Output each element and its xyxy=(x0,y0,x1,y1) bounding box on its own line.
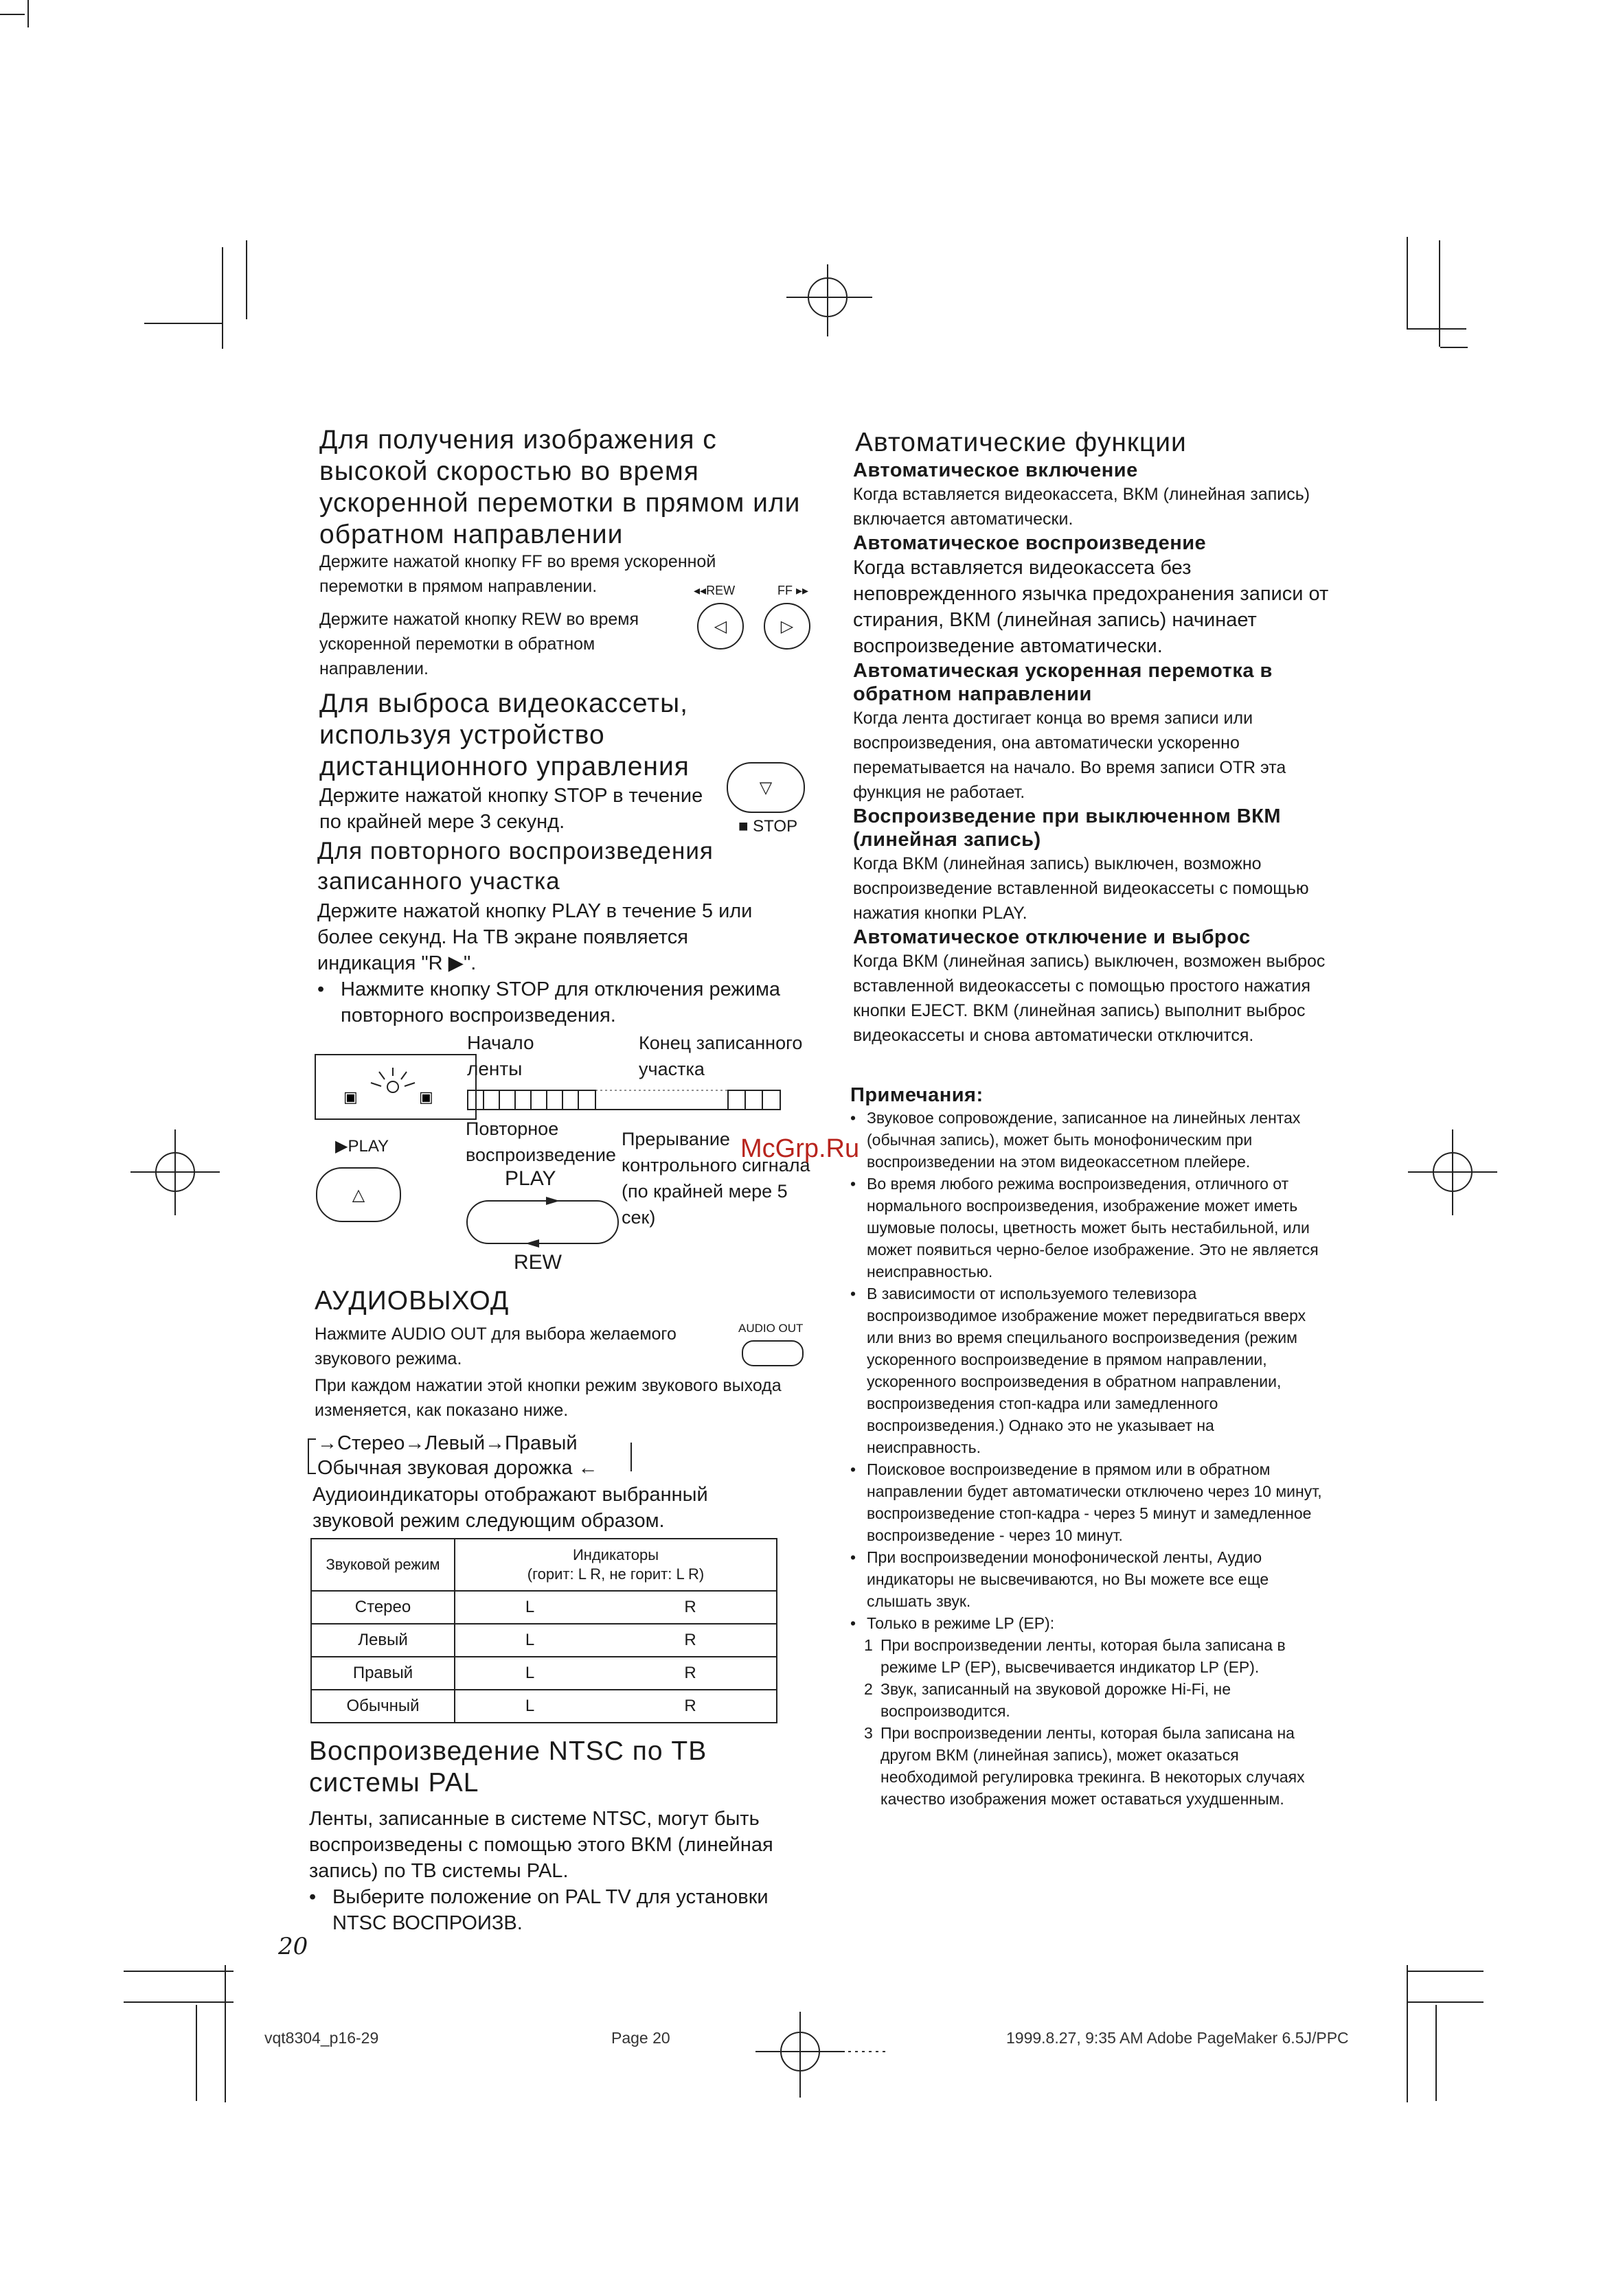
audio-title: АУДИОВЫХОД xyxy=(315,1286,510,1316)
lp-note-number: 3 xyxy=(864,1724,873,1742)
indicator-r-cell: R xyxy=(604,1690,777,1723)
repeat-bullet: • Нажмите кнопку STOP для отключения режима повторного воспроизведения. xyxy=(317,976,791,1029)
indicator-l-cell: L xyxy=(455,1624,604,1657)
indicator-l-cell: L xyxy=(455,1591,604,1624)
repeat-text-block xyxy=(317,898,791,1029)
auto-play-title: Автоматическое воспроизведение xyxy=(853,532,1207,554)
audio-paragraph-1: Нажмите AUDIO OUT для выбора желаемого звукового режима. xyxy=(315,1324,677,1368)
fast-scan-rew-paragraph: Держите нажатой кнопку REW во время ускоренной перемотки в обратном направлении. xyxy=(319,610,639,678)
lp-note-item xyxy=(864,1722,1324,1810)
indicator-l-cell: L xyxy=(455,1690,604,1723)
crop-mark xyxy=(1408,1971,1484,1972)
crop-mark xyxy=(1435,2005,1437,2101)
auto-off-eject-text: Когда ВКМ (линейная запись) выключен, возможен выброс вставленной видеокассеты с помощью простого нажатия кнопки EJECT. ВКМ (линейная запись) выполнит выброс видеокассеты и снова автоматически отключится. xyxy=(853,952,1326,1045)
crop-mark xyxy=(124,2001,234,2003)
rew-diagram-label: REW xyxy=(514,1251,562,1274)
note-item: • В зависимости от используемого телевизора воспроизводимое изображение может передвигаться вверх или вниз во время специльаного воспроизведения (режим ускоренного воспроизведение в прямом направлении, ускоренного воспроизведения в обратном направлении, воспроизведения стоп-кадра или замедленного воспроизведения.) Однако это не указывает на неисправность. xyxy=(850,1283,1324,1458)
tape-start-label: Начало ленты xyxy=(467,1032,534,1079)
table-row xyxy=(311,1657,777,1690)
crop-mark xyxy=(124,1971,234,1972)
play-button[interactable] xyxy=(316,1167,401,1222)
fast-scan-rew-block xyxy=(319,607,704,681)
lp-note-text: Звук, записанный на звуковой дорожке Hi-Fi, не воспроизводится. xyxy=(880,1680,1231,1720)
indicator-r-cell: R xyxy=(604,1591,777,1624)
indicator-l-cell: L xyxy=(455,1657,604,1690)
control-signal-break-label: Прерывание контрольного сигнала (по крайней мере 5 сек) xyxy=(622,1129,810,1228)
crop-mark xyxy=(225,1965,226,2102)
auto-power-title: Автоматическое включение xyxy=(853,459,1138,481)
tape-icon xyxy=(316,1055,473,1116)
indicator-r-cell: R xyxy=(604,1624,777,1657)
svg-text:▣: ▣ xyxy=(419,1089,433,1106)
rew-button[interactable] xyxy=(697,603,744,650)
lp-note-text: При воспроизведении ленты, которая была записана на другом ВКМ (линейная запись), может оказаться необходимой регулировка трекинга. В некоторых случаях качество изображения может оставаться ухудшенным. xyxy=(880,1724,1305,1808)
crop-mark xyxy=(144,323,223,324)
footer-page: Page 20 xyxy=(611,2029,670,2047)
tape-strip xyxy=(467,1086,783,1114)
note-item: • Звуковое сопровождение, записанное на линейных лентах (обычная запись), может быть монофоническим при воспроизведении на этом видеокассетном плейере. xyxy=(850,1107,1324,1173)
auto-functions-sections xyxy=(853,459,1334,1048)
cycle-return-line xyxy=(630,1443,632,1471)
repeat-section xyxy=(317,836,757,897)
eject-text-block xyxy=(319,783,718,835)
lp-note-number: 2 xyxy=(864,1680,873,1698)
crop-mark xyxy=(1407,1965,1408,2102)
stop-button[interactable] xyxy=(727,762,805,813)
rew-arrow-icon: ◁ xyxy=(714,617,727,636)
crop-mark xyxy=(1440,347,1468,348)
play-when-off-text: Когда ВКМ (линейная запись) выключен, возможно воспроизведение вставленной видеокассеты с помощью нажатия кнопки PLAY. xyxy=(853,854,1309,923)
crop-mark xyxy=(1408,2001,1484,2003)
page-number: 20 xyxy=(278,1933,308,1960)
note-item: • При воспроизведении монофонической ленты, Аудио индикаторы не высвечиваются, но Вы можете все еще слышать звук. xyxy=(850,1546,1324,1612)
play-diagram-label: PLAY xyxy=(505,1167,556,1190)
lp-note-item xyxy=(864,1678,1324,1722)
auto-play-text: Когда вставляется видеокассета без неповрежденного язычка предохранения записи от стирания, ВКМ (линейная запись) начинает воспроизведение автоматически. xyxy=(853,557,1329,657)
stop-triangle-icon: ▽ xyxy=(759,778,773,797)
repeat-paragraph: Держите нажатой кнопку PLAY в течение 5 или более секунд. На ТВ экране появляется индикация "R ▶". xyxy=(317,900,753,974)
audio-cycle-line-2: Обычная звуковая дорожка ← xyxy=(317,1457,598,1479)
mode-cell: Правый xyxy=(311,1657,455,1690)
audio-text-block xyxy=(315,1322,727,1371)
audio-paragraph-3: Аудиоиндикаторы отображают выбранный звуковой режим следующим образом. xyxy=(312,1484,708,1532)
crop-mark xyxy=(1408,328,1466,330)
crop-mark xyxy=(1407,237,1408,330)
auto-rewind-title: Автоматическая ускоренная перемотка в обратном направлении xyxy=(853,660,1273,705)
registration-mark xyxy=(130,1129,220,1219)
rew-label: ◂◂REW xyxy=(694,584,736,597)
table-header-indicators-title: Индикаторы xyxy=(572,1546,659,1563)
table-row xyxy=(311,1624,777,1657)
play-button-label: ▶PLAY xyxy=(335,1137,389,1156)
ntsc-section xyxy=(309,1736,762,1799)
table-row xyxy=(311,1591,777,1624)
ff-label: FF ▸▸ xyxy=(777,584,809,597)
auto-rewind-text: Когда лента достигает конца во время записи или воспроизведения, она автоматически ускоренно перематывается на начало. Во время записи OTR эта функция не работает. xyxy=(853,709,1286,802)
fast-scan-title: Для получения изображения с высокой скоростью во время ускоренной перемотки в прямом или обратном направлении xyxy=(319,425,801,549)
audio-section xyxy=(315,1285,509,1317)
table-row xyxy=(311,1690,777,1723)
registration-mark xyxy=(1408,1129,1497,1219)
audio-paragraph-2: При каждом нажатии этой кнопки режим звукового выхода изменяется, как показано ниже. xyxy=(315,1376,782,1420)
auto-off-eject-title: Автоматическое отключение и выброс xyxy=(853,926,1251,948)
note-item: • Во время любого режима воспроизведения, отличного от нормального воспроизведения, изображение может иметь шумовые полосы, цветность может быть нестабильной, или может появиться черно-белое изображение. Это не является неисправностью. xyxy=(850,1173,1324,1283)
ntsc-text-block xyxy=(309,1806,790,1936)
eject-paragraph: Держите нажатой кнопку STOP в течение по крайней мере 3 секунд. xyxy=(319,785,703,833)
ntsc-bullet: • Выберите положение on PAL TV для установки NTSC ВОСПРОИЗВ. xyxy=(309,1884,790,1936)
audio-out-label: AUDIO OUT xyxy=(738,1322,804,1335)
table-header-mode: Звуковой режим xyxy=(311,1539,455,1591)
lp-note-text: При воспроизведении ленты, которая была записана в режиме LP (EP), высвечивается индикатор LP (EP). xyxy=(880,1636,1286,1676)
footer-file: vqt8304_p16-29 xyxy=(264,2029,379,2047)
registration-mark xyxy=(786,264,876,340)
indicator-r-cell: R xyxy=(604,1657,777,1690)
footer-stamp: 1999.8.27, 9:35 AM Adobe PageMaker 6.5J/PPC xyxy=(1006,2029,1349,2047)
lp-note-number: 1 xyxy=(864,1636,873,1654)
crop-mark xyxy=(222,247,223,349)
audio-indicator-table xyxy=(310,1538,777,1723)
audio-cycle-diagram xyxy=(308,1432,692,1480)
registration-mark xyxy=(755,2012,893,2101)
audio-out-button[interactable] xyxy=(742,1340,804,1366)
ff-button[interactable] xyxy=(764,603,810,650)
crop-mark xyxy=(246,240,247,319)
svg-text:▣: ▣ xyxy=(343,1089,358,1106)
notes-title: Примечания: xyxy=(850,1084,984,1106)
mode-cell: Левый xyxy=(311,1624,455,1657)
recorded-end-label: Конец записанного участка xyxy=(639,1033,803,1079)
watermark: McGrp.Ru xyxy=(740,1134,860,1163)
mode-cell: Стерео xyxy=(311,1591,455,1624)
fast-scan-ff-paragraph: Держите нажатой кнопку FF во время ускоренной перемотки в прямом направлении. xyxy=(319,552,716,596)
note-item: • Только в режиме LP (EP): xyxy=(850,1612,1324,1634)
eject-section xyxy=(319,688,745,783)
eject-title: Для выброса видеокассеты, используя устройство дистанционного управления xyxy=(319,689,690,781)
ff-arrow-icon: ▷ xyxy=(780,617,794,636)
crop-mark xyxy=(27,0,29,27)
repeat-loop-arrow xyxy=(464,1191,628,1253)
play-when-off-title: Воспроизведение при выключенном ВКМ (линейная запись) xyxy=(853,805,1282,851)
repeat-title: Для повторного воспроизведения записанного участка xyxy=(317,838,714,895)
auto-power-text: Когда вставляется видеокассета, ВКМ (линейная запись) включается автоматически. xyxy=(853,485,1310,529)
repeat-playback-label: Повторное воспроизведение xyxy=(466,1118,616,1165)
mode-cell: Обычный xyxy=(311,1690,455,1723)
auto-functions-title: Автоматические функции xyxy=(855,428,1187,457)
crop-mark xyxy=(0,14,25,15)
cycle-bracket xyxy=(308,1438,316,1474)
tv-screen-display xyxy=(315,1054,477,1120)
right-column xyxy=(855,427,1350,459)
ntsc-title: Воспроизведение NTSC по ТВ системы PAL xyxy=(309,1736,707,1798)
left-column xyxy=(319,424,821,551)
play-triangle-icon: △ xyxy=(352,1185,365,1204)
notes-block xyxy=(850,1083,1324,1810)
stop-label: ■ STOP xyxy=(738,817,798,836)
note-item: • Поисковое воспроизведение в прямом или в обратном направлении будет автоматически отключено через 10 минут, воспроизведение стоп-кадра - через 5 минут и замедленное воспроизведение - через 10 минут. xyxy=(850,1458,1324,1546)
crop-mark xyxy=(1439,240,1440,347)
lp-note-item xyxy=(864,1634,1324,1678)
audio-text-block-2 xyxy=(315,1373,795,1423)
audio-cycle-line-1: →Стерео→Левый→Правый xyxy=(317,1432,578,1454)
table-header-indicators-legend: (горит: L R, не горит: L R) xyxy=(527,1565,705,1583)
ntsc-paragraph: Ленты, записанные в системе NTSC, могут быть воспроизведены с помощью этого ВКМ (линейная запись) по ТВ системы PAL. xyxy=(309,1808,773,1882)
crop-mark xyxy=(196,2005,197,2101)
audio-text-block-3 xyxy=(312,1482,793,1534)
table-header-indicators xyxy=(455,1539,777,1591)
